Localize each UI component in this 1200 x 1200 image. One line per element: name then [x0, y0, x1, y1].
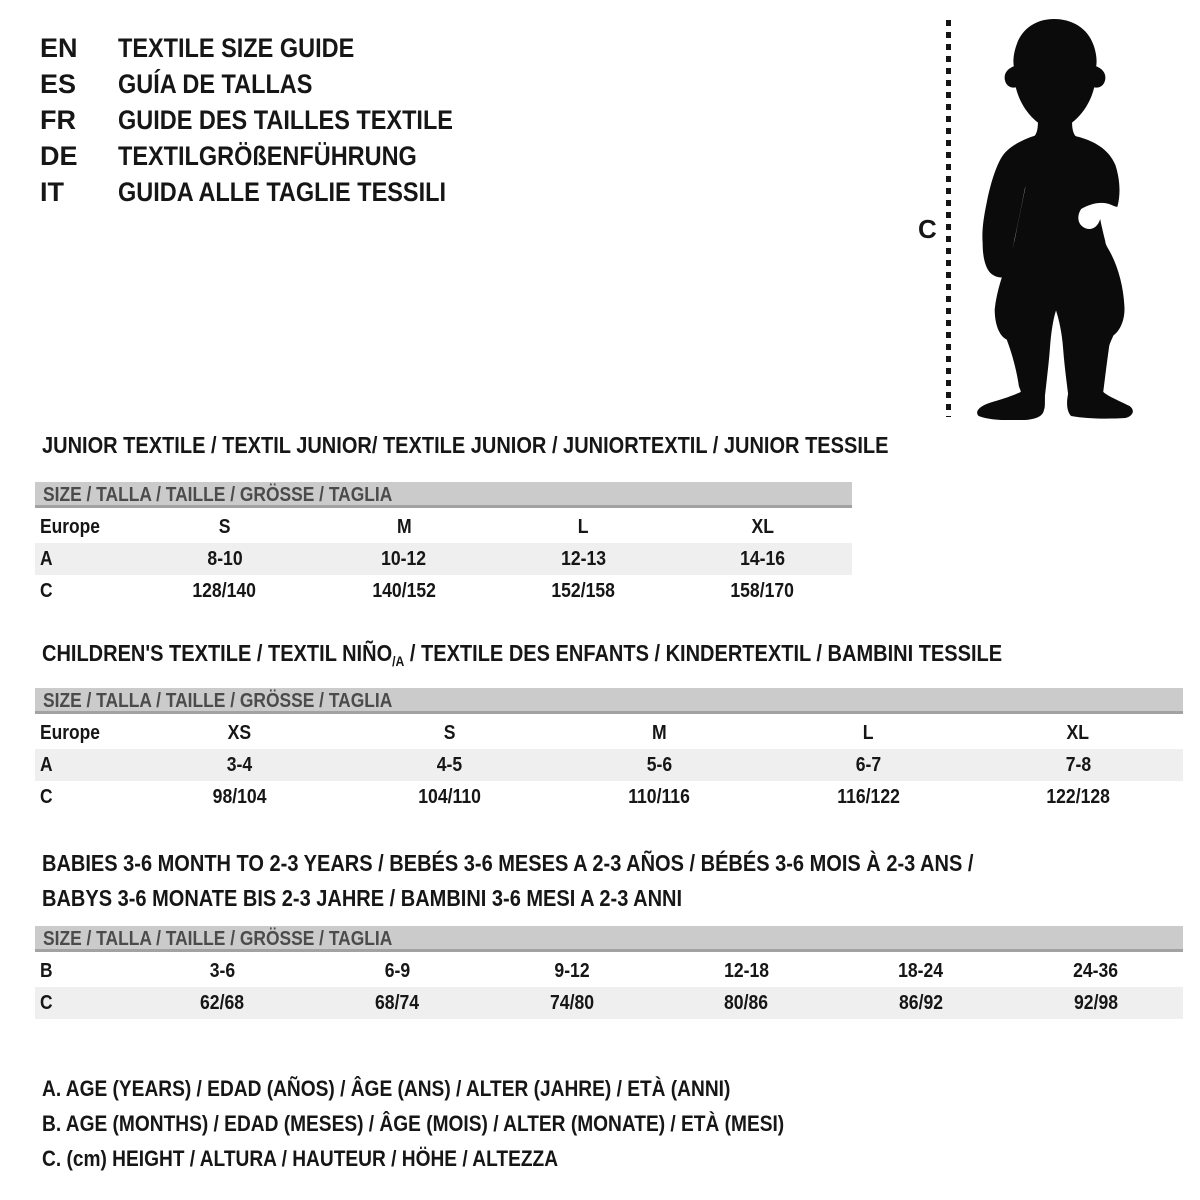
size-column-header-text: M	[396, 515, 412, 538]
measure-row-label	[35, 548, 135, 571]
measure-row-label	[35, 754, 135, 777]
size-column-header-text: M	[651, 721, 667, 744]
junior-data-row	[35, 575, 852, 607]
measure-row-label-text: B	[40, 959, 53, 982]
size-value-text: 18-24	[898, 959, 944, 982]
children-size-table	[35, 717, 1183, 813]
size-value-cell	[310, 992, 485, 1015]
babies-section-title	[42, 846, 1113, 916]
size-value-text: 68/74	[374, 991, 420, 1014]
size-column-header	[135, 516, 314, 539]
language-code: ES	[40, 68, 77, 99]
size-column-header-text: S	[218, 515, 231, 538]
measure-row-label	[35, 992, 135, 1015]
language-row	[40, 66, 503, 102]
babies-size-table	[35, 955, 1183, 1019]
language-title	[118, 177, 495, 208]
junior-data-row	[35, 543, 852, 575]
size-column-header	[554, 722, 764, 745]
language-code: FR	[40, 104, 76, 135]
size-value-cell	[834, 992, 1009, 1015]
size-value-cell	[135, 786, 345, 809]
size-column-header-text: XL	[1066, 721, 1090, 744]
size-column-header	[135, 722, 345, 745]
size-column-header-text: L	[577, 515, 589, 538]
region-label	[35, 516, 135, 539]
size-column-header-text: L	[863, 721, 874, 744]
size-value-cell	[764, 786, 974, 809]
language-title-text: GUIDA ALLE TAGLIE TESSILI	[118, 176, 446, 207]
baby-silhouette-icon	[968, 16, 1142, 420]
measure-row-label	[35, 580, 135, 603]
legend-line-text: C. (cm) HEIGHT / ALTURA / HAUTEUR / HÖHE / ALTEZZA	[42, 1146, 559, 1171]
size-value-text: 122/128	[1046, 785, 1110, 808]
measure-row-label-text: A	[40, 547, 53, 570]
size-value-text: 128/140	[192, 579, 257, 602]
size-value-text: 7-8	[1065, 753, 1091, 776]
size-value-cell	[554, 754, 764, 777]
size-value-text: 10-12	[381, 547, 427, 570]
children-size-header-text: SIZE / TALLA / TAILLE / GRÖSSE / TAGLIA	[43, 690, 393, 712]
region-label	[35, 722, 135, 745]
size-value-cell	[834, 960, 1009, 983]
size-column-header	[764, 722, 974, 745]
children-data-row	[35, 781, 1183, 813]
size-value-text: 80/86	[724, 991, 769, 1014]
babies-data-row	[35, 955, 1183, 987]
junior-size-table	[35, 511, 852, 607]
size-value-text: 12-13	[560, 547, 606, 570]
size-value-cell	[673, 580, 852, 603]
measure-row-label-text: C	[40, 785, 53, 808]
size-value-cell	[659, 960, 834, 983]
size-value-text: 98/104	[212, 785, 267, 808]
size-column-header	[494, 516, 673, 539]
measure-row-label-text: C	[40, 579, 53, 602]
size-value-cell	[973, 754, 1183, 777]
babies-size-header-bar	[35, 926, 1183, 952]
size-column-header-text: XS	[228, 721, 252, 744]
size-value-text: 4-5	[436, 753, 463, 776]
legend-line	[42, 1141, 895, 1176]
height-dashed-line	[946, 20, 951, 417]
region-label-text: Europe	[40, 721, 100, 744]
size-column-header-text: XL	[751, 515, 774, 538]
legend-line	[42, 1071, 895, 1106]
size-value-text: 140/152	[372, 579, 436, 602]
size-value-cell	[135, 580, 314, 603]
children-data-row	[35, 749, 1183, 781]
size-column-header	[345, 722, 555, 745]
size-value-text: 6-7	[855, 753, 882, 776]
size-value-cell	[973, 786, 1183, 809]
size-value-text: 152/158	[551, 579, 615, 602]
junior-section-title	[42, 432, 1015, 459]
size-column-header	[973, 722, 1183, 745]
language-title	[118, 69, 342, 100]
measure-row-label	[35, 786, 135, 809]
size-value-cell	[135, 960, 310, 983]
size-value-cell	[345, 786, 555, 809]
language-title-text: TEXTILE SIZE GUIDE	[118, 32, 355, 63]
language-code: IT	[40, 176, 64, 207]
size-value-text: 92/98	[1073, 991, 1118, 1014]
size-value-cell	[673, 548, 852, 571]
size-value-cell	[310, 960, 485, 983]
children-section-title	[42, 640, 1146, 669]
language-row	[40, 102, 503, 138]
size-value-text: 12-18	[723, 959, 769, 982]
language-title	[118, 33, 390, 64]
language-row	[40, 138, 503, 174]
size-value-cell	[764, 754, 974, 777]
size-value-text: 62/68	[200, 991, 245, 1014]
size-value-text: 8-10	[207, 547, 243, 570]
size-column-header	[314, 516, 493, 539]
size-value-text: 3-6	[209, 959, 236, 982]
legend	[42, 1071, 895, 1176]
size-value-cell	[314, 548, 493, 571]
language-title-text: GUIDE DES TAILLES TEXTILE	[118, 104, 453, 135]
junior-size-header-text: SIZE / TALLA / TAILLE / GRÖSSE / TAGLIA	[43, 484, 393, 506]
size-value-cell	[314, 580, 493, 603]
measure-row-label	[35, 960, 135, 983]
size-value-text: 14-16	[739, 547, 785, 570]
size-value-cell	[135, 992, 310, 1015]
babies-size-header-text: SIZE / TALLA / TAILLE / GRÖSSE / TAGLIA	[43, 928, 393, 950]
size-value-cell	[345, 754, 555, 777]
size-value-text: 104/110	[418, 785, 481, 808]
size-value-text: 3-4	[227, 753, 253, 776]
height-measure-label: C	[918, 214, 937, 244]
size-value-text: 158/170	[730, 579, 795, 602]
size-value-cell	[135, 548, 314, 571]
size-value-text: 116/122	[837, 785, 900, 808]
junior-size-header-bar	[35, 482, 852, 508]
legend-line-text: A. AGE (YEARS) / EDAD (AÑOS) / ÂGE (ANS) / ALTER (JAHRE) / ETÀ (ANNI)	[42, 1076, 731, 1101]
size-value-cell	[484, 992, 659, 1015]
measure-row-label-text: C	[40, 991, 53, 1014]
language-title-text: GUÍA DE TALLAS	[118, 68, 313, 99]
language-code: DE	[40, 140, 78, 171]
size-value-cell	[135, 754, 345, 777]
junior-columns-row	[35, 511, 852, 543]
size-value-cell	[494, 580, 673, 603]
size-column-header-text: S	[443, 721, 456, 744]
size-value-text: 9-12	[554, 959, 590, 982]
size-value-cell	[1008, 992, 1183, 1015]
size-column-header	[673, 516, 852, 539]
language-title	[118, 105, 503, 136]
size-value-text: 6-9	[384, 959, 410, 982]
children-section-title-text: CHILDREN'S TEXTILE / TEXTIL $NIÑO_{/A}$ / TEXTILE DES ENFANTS / KINDERTEXTIL / BAMBINI TESSILE	[42, 640, 1003, 669]
size-value-text: 74/80	[549, 991, 594, 1014]
size-value-text: 24-36	[1073, 959, 1119, 982]
measure-row-label-text: A	[40, 753, 53, 776]
language-code: EN	[40, 32, 78, 63]
size-value-cell	[494, 548, 673, 571]
region-label-text: Europe	[40, 515, 100, 538]
children-size-header-bar	[35, 688, 1183, 714]
legend-line-text: B. AGE (MONTHS) / EDAD (MESES) / ÂGE (MOIS) / ALTER (MONATE) / ETÀ (MESI)	[42, 1111, 785, 1136]
language-row	[40, 30, 503, 66]
babies-section-title-line2: BABYS 3-6 MONATE BIS 2-3 JAHRE / BAMBINI 3-6 MESI A 2-3 ANNI	[42, 885, 683, 911]
size-value-text: 110/116	[628, 785, 690, 808]
junior-section-title-text: JUNIOR TEXTILE / TEXTIL JUNIOR/ TEXTILE JUNIOR / JUNIORTEXTIL / JUNIOR TESSILE	[42, 432, 889, 458]
language-title-text: TEXTILGRÖßENFÜHRUNG	[118, 140, 417, 171]
babies-section-title-line1: BABIES 3-6 MONTH TO 2-3 YEARS / BEBÉS 3-6 MESES A 2-3 AÑOS / BÉBÉS 3-6 MOIS À 2-3 ANS /	[42, 850, 974, 876]
babies-data-row	[35, 987, 1183, 1019]
language-title-list	[40, 30, 503, 210]
size-value-cell	[1008, 960, 1183, 983]
size-value-cell	[659, 992, 834, 1015]
size-value-cell	[484, 960, 659, 983]
size-value-text: 5-6	[646, 753, 672, 776]
children-columns-row	[35, 717, 1183, 749]
size-value-text: 86/92	[898, 991, 944, 1014]
language-title	[118, 141, 462, 172]
legend-line	[42, 1106, 895, 1141]
size-value-cell	[554, 786, 764, 809]
baby-figure	[900, 0, 1200, 440]
language-row	[40, 174, 503, 210]
